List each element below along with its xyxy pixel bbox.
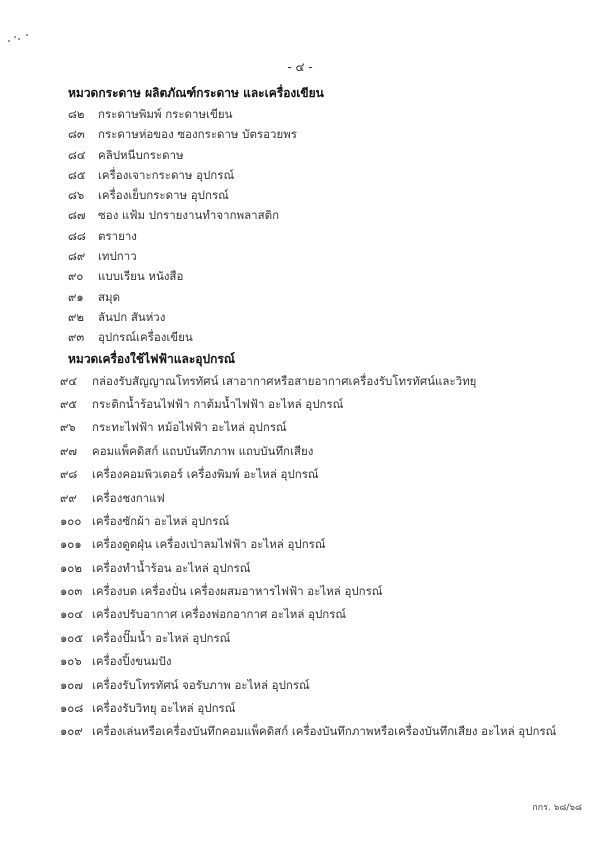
list-item <box>68 145 588 165</box>
item-number: ๘๙ <box>68 249 86 264</box>
list-item <box>60 557 588 580</box>
item-text: สมุด <box>98 289 121 304</box>
item-number: ๘๘ <box>68 228 86 243</box>
list-item <box>60 650 588 673</box>
item-text: ตรายาง <box>98 228 137 243</box>
list-item <box>68 165 588 185</box>
item-number: ๙๒ <box>68 309 85 324</box>
item-number: ๘๔ <box>68 147 86 162</box>
section-title: หมวดกระดาษ ผลิตภัณฑ์กระดาษ และเครื่องเขียน <box>68 86 324 100</box>
item-text: ลันปก สันห่วง <box>98 309 166 324</box>
item-text: เครื่องบด เครื่องปั่น เครื่องผสมอาหารไฟฟ้า อะไหล่ อุปกรณ์ <box>92 584 383 599</box>
item-text: คลิปหนีบกระดาษ <box>98 147 184 162</box>
item-list <box>60 370 588 744</box>
list-item <box>60 603 588 626</box>
item-number: ๘๕ <box>68 167 86 182</box>
item-text: กล่องรับสัญญาณโทรทัศน์ เสาอากาศหรือสายอากาศเครื่องรับโทรทัศน์และวิทยุ <box>92 373 477 388</box>
item-list <box>68 104 588 348</box>
section-electrical <box>60 348 588 744</box>
list-item <box>60 697 588 720</box>
item-number: ๘๖ <box>68 188 85 203</box>
item-number: ๑๐๘ <box>60 701 84 716</box>
list-item <box>60 533 588 556</box>
list-item <box>60 487 588 510</box>
list-item <box>60 580 588 603</box>
item-text: เครื่องเล่นหรือเครื่องบันทึกคอมแพ็คดิสก์ เครื่องบันทึกภาพหรือเครื่องบันทึกเสียง อะไหล่ อุปกรณ์ <box>92 724 557 739</box>
item-number: ๑๐๙ <box>60 724 83 739</box>
item-number: ๑๐๖ <box>60 654 82 669</box>
list-item <box>68 226 588 246</box>
item-number: ๙๓ <box>68 330 85 345</box>
list-item <box>60 393 588 416</box>
list-item <box>68 307 588 327</box>
scan-speck <box>8 40 10 42</box>
list-item <box>68 327 588 347</box>
item-text: เครื่องเจาะกระดาษ อุปกรณ์ <box>98 167 235 182</box>
section-title: หมวดเครื่องใช้ไฟฟ้าและอุปกรณ์ <box>68 351 235 366</box>
item-number: ๑๐๔ <box>60 607 84 622</box>
item-text: เครื่องปรับอากาศ เครื่องฟอกอากาศ อะไหล่ อุปกรณ์ <box>92 607 347 622</box>
item-number: ๑๐๒ <box>60 560 82 575</box>
list-item <box>68 104 588 124</box>
list-item <box>68 246 588 266</box>
item-number: ๑๐๗ <box>60 677 83 692</box>
list-item <box>60 370 588 393</box>
scan-speck <box>14 36 16 38</box>
item-text: อุปกรณ์เครื่องเขียน <box>98 330 193 345</box>
list-item <box>60 627 588 650</box>
scan-specks <box>8 34 38 48</box>
item-text: เครื่องดูดฝุ่น เครื่องเป่าลมไฟฟ้า อะไหล่ อุปกรณ์ <box>92 537 326 552</box>
item-number: ๙๘ <box>60 467 78 482</box>
item-text: เครื่องรับโทรทัศน์ จอรับภาพ อะไหล่ อุปกรณ์ <box>92 677 310 692</box>
list-item <box>68 287 588 307</box>
item-number: ๘๓ <box>68 127 85 142</box>
item-number: ๑๐๕ <box>60 630 84 645</box>
page-number: - ๔ - <box>287 60 313 74</box>
item-number: ๙๔ <box>60 373 78 388</box>
item-text: แบบเรียน หนังสือ <box>98 269 184 284</box>
list-item <box>60 720 588 743</box>
item-number: ๑๐๓ <box>60 584 83 599</box>
document-body <box>60 82 588 744</box>
item-text: เครื่องซักผ้า อะไหล่ อุปกรณ์ <box>92 513 230 528</box>
item-number: ๙๑ <box>68 289 84 304</box>
item-number: ๘๒ <box>68 107 85 121</box>
list-item <box>60 674 588 697</box>
item-text: เครื่องทำน้ำร้อน อะไหล่ อุปกรณ์ <box>92 560 251 575</box>
item-text: เครื่องคอมพิวเตอร์ เครื่องพิมพ์ อะไหล่ อุปกรณ์ <box>92 467 319 482</box>
item-number: ๑๐๑ <box>60 537 82 552</box>
item-number: ๙๙ <box>60 490 77 505</box>
item-number: ๙๕ <box>60 396 78 411</box>
scan-speck <box>18 38 20 40</box>
scan-speck <box>26 34 28 36</box>
item-text: กระดาษพิมพ์ กระดาษเขียน <box>98 107 233 121</box>
item-number: ๙๖ <box>60 420 76 435</box>
item-text: เครื่องรับวิทยุ อะไหล่ อุปกรณ์ <box>92 701 236 716</box>
item-number: ๙๐ <box>68 269 84 284</box>
item-text: กระดาษห่อของ ซองกระดาษ บัตรอวยพร <box>98 127 297 142</box>
item-text: เครื่องเย็บกระดาษ อุปกรณ์ <box>98 188 229 203</box>
item-text: คอมแพ็คดิสก์ แถบบันทึกภาพ แถบบันทึกเสียง <box>92 443 314 458</box>
list-item <box>60 440 588 463</box>
item-text: เครื่องชงกาแฟ <box>92 490 165 505</box>
section-paper <box>68 82 588 348</box>
footer-code: กกร. ๖๘/๖๘ <box>532 803 582 813</box>
list-item <box>68 266 588 286</box>
item-text: กระทะไฟฟ้า หม้อไฟฟ้า อะไหล่ อุปกรณ์ <box>92 420 287 435</box>
item-number: ๙๗ <box>60 443 78 458</box>
list-item <box>68 205 588 225</box>
item-text: ซอง แฟ้ม ปกรายงานทำจากพลาสติก <box>98 208 280 223</box>
list-item <box>60 510 588 533</box>
item-text: เทปกาว <box>98 249 137 264</box>
list-item <box>60 463 588 486</box>
item-number: ๘๗ <box>68 208 86 223</box>
list-item <box>68 124 588 144</box>
item-text: เครื่องปิ้งขนมปัง <box>92 654 172 669</box>
item-text: เครื่องปั๊มน้ำ อะไหล่ อุปกรณ์ <box>92 630 231 645</box>
item-number: ๑๐๐ <box>60 513 82 528</box>
list-item <box>68 185 588 205</box>
item-text: กระติกน้ำร้อนไฟฟ้า กาต้มน้ำไฟฟ้า อะไหล่ อุปกรณ์ <box>92 396 344 411</box>
list-item <box>60 416 588 439</box>
